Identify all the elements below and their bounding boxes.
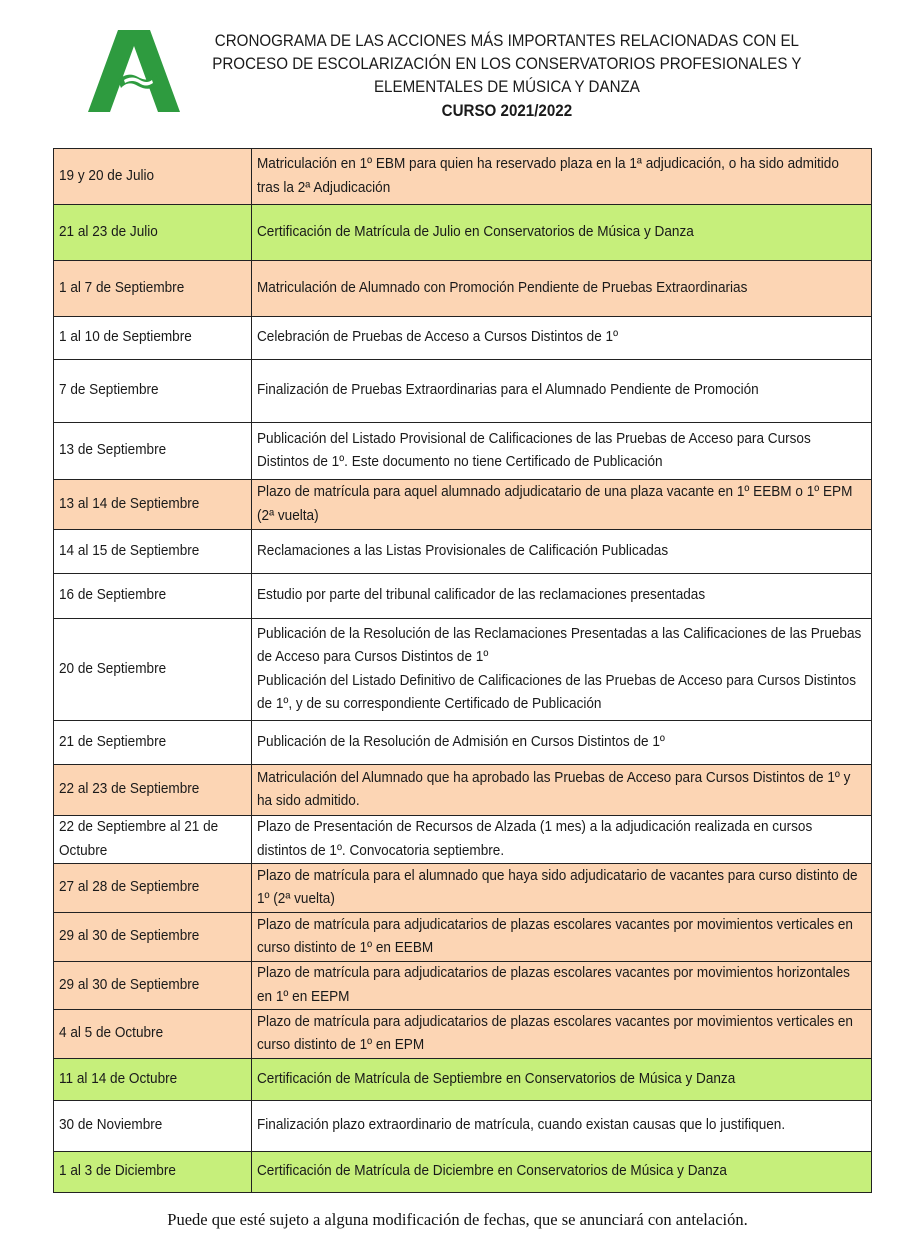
document-header: [0, 0, 915, 140]
date-cell: 19 y 20 de Julio: [54, 149, 252, 205]
title-line: ELEMENTALES DE MÚSICA Y DANZA: [373, 78, 640, 96]
description-cell: Finalización plazo extraordinario de matrícula, cuando existan causas que lo justifiquen.: [252, 1101, 872, 1152]
description-cell: Matriculación en 1º EBM para quien ha reservado plaza en la 1ª adjudicación, o ha sido admitido tras la 2ª Adjudicación: [252, 149, 872, 205]
table-row: [54, 205, 872, 261]
description-cell: Plazo de matrícula para adjudicatarios de plazas escolares vacantes por movimientos verticales en curso distinto de 1º en EEBM: [252, 913, 872, 962]
table-row: [54, 913, 872, 962]
table-row: [54, 721, 872, 765]
schedule-table: [53, 148, 872, 1193]
table-row: [54, 423, 872, 480]
table-row: [54, 317, 872, 360]
table-row: [54, 816, 872, 864]
description-paragraph: Publicación del Listado Definitivo de Calificaciones de las Pruebas de Acceso para Cursos Distintos de 1º, y de su correspondiente Certificado de Publicación: [257, 672, 857, 712]
description-cell: Plazo de matrícula para adjudicatarios de plazas escolares vacantes por movimientos verticales en curso distinto de 1º en EPM: [252, 1010, 872, 1059]
date-cell: 22 al 23 de Septiembre: [54, 765, 252, 816]
table-row: [54, 1101, 872, 1152]
table-row: [54, 1152, 872, 1193]
description-cell: Certificación de Matrícula de Septiembre en Conservatorios de Música y Danza: [252, 1059, 872, 1101]
table-row: [54, 619, 872, 721]
date-cell: 21 de Septiembre: [54, 721, 252, 765]
description-cell: Plazo de matrícula para adjudicatarios de plazas escolares vacantes por movimientos horizontales en 1º en EEPM: [252, 962, 872, 1010]
date-cell: 7 de Septiembre: [54, 360, 252, 423]
footnote: Puede que esté sujeto a alguna modificación de fechas, que se anunciará con antelación.: [167, 1210, 748, 1229]
date-cell: 4 al 5 de Octubre: [54, 1010, 252, 1059]
title-line: CRONOGRAMA DE LAS ACCIONES MÁS IMPORTANTES RELACIONADAS CON EL: [214, 32, 799, 50]
description-cell: Matriculación del Alumnado que ha aprobado las Pruebas de Acceso para Cursos Distintos de 1º y ha sido admitido.: [252, 765, 872, 816]
table-row: [54, 360, 872, 423]
table-row: [54, 149, 872, 205]
date-cell: 30 de Noviembre: [54, 1101, 252, 1152]
description-cell: Plazo de matrícula para aquel alumnado adjudicatario de una plaza vacante en 1º EEBM o 1º EPM (2ª vuelta): [252, 480, 872, 530]
description-cell: Publicación del Listado Provisional de Calificaciones de las Pruebas de Acceso para Cursos Distintos de 1º. Este documento no tiene Certificado de Publicación: [252, 423, 872, 480]
date-cell: 16 de Septiembre: [54, 574, 252, 619]
table-row: [54, 261, 872, 317]
date-cell: 1 al 3 de Diciembre: [54, 1152, 252, 1193]
description-cell: Plazo de Presentación de Recursos de Alzada (1 mes) a la adjudicación realizada en cursos distintos de 1º. Convocatoria septiembre.: [252, 816, 872, 864]
date-cell: 29 al 30 de Septiembre: [54, 962, 252, 1010]
description-cell: Finalización de Pruebas Extraordinarias para el Alumnado Pendiente de Promoción: [252, 360, 872, 423]
date-cell: 22 de Septiembre al 21 de Octubre: [54, 816, 252, 864]
description-cell: Certificación de Matrícula de Julio en Conservatorios de Música y Danza: [252, 205, 872, 261]
description-cell: Estudio por parte del tribunal calificador de las reclamaciones presentadas: [252, 574, 872, 619]
description-cell: [252, 619, 872, 721]
description-cell: Plazo de matrícula para el alumnado que haya sido adjudicatario de vacantes para curso distinto de 1º (2ª vuelta): [252, 864, 872, 913]
date-cell: 11 al 14 de Octubre: [54, 1059, 252, 1101]
table-row: [54, 530, 872, 574]
junta-de-andalucia-logo-icon: [88, 30, 180, 112]
description-cell: Reclamaciones a las Listas Provisionales de Calificación Publicadas: [252, 530, 872, 574]
description-cell: Celebración de Pruebas de Acceso a Cursos Distintos de 1º: [252, 317, 872, 360]
description-paragraph: Publicación de la Resolución de las Reclamaciones Presentadas a las Calificaciones de las Pruebas de Acceso para Cursos Distintos de 1º: [257, 625, 862, 665]
course-year: CURSO 2021/2022: [441, 102, 573, 120]
date-cell: 1 al 10 de Septiembre: [54, 317, 252, 360]
title-line: PROCESO DE ESCOLARIZACIÓN EN LOS CONSERVATORIOS PROFESIONALES Y: [212, 55, 802, 73]
date-cell: 20 de Septiembre: [54, 619, 252, 721]
date-cell: 29 al 30 de Septiembre: [54, 913, 252, 962]
table-row: [54, 574, 872, 619]
description-cell: Certificación de Matrícula de Diciembre en Conservatorios de Música y Danza: [252, 1152, 872, 1193]
table-row: [54, 480, 872, 530]
table-row: [54, 1010, 872, 1059]
description-cell: Matriculación de Alumnado con Promoción Pendiente de Pruebas Extraordinarias: [252, 261, 872, 317]
date-cell: 13 de Septiembre: [54, 423, 252, 480]
table-row: [54, 1059, 872, 1101]
description-cell: Publicación de la Resolución de Admisión en Cursos Distintos de 1º: [252, 721, 872, 765]
table-row: [54, 962, 872, 1010]
date-cell: 14 al 15 de Septiembre: [54, 530, 252, 574]
date-cell: 21 al 23 de Julio: [54, 205, 252, 261]
date-cell: 13 al 14 de Septiembre: [54, 480, 252, 530]
date-cell: 27 al 28 de Septiembre: [54, 864, 252, 913]
table-row: [54, 765, 872, 816]
document-title: [200, 30, 814, 123]
table-row: [54, 864, 872, 913]
date-cell: 1 al 7 de Septiembre: [54, 261, 252, 317]
